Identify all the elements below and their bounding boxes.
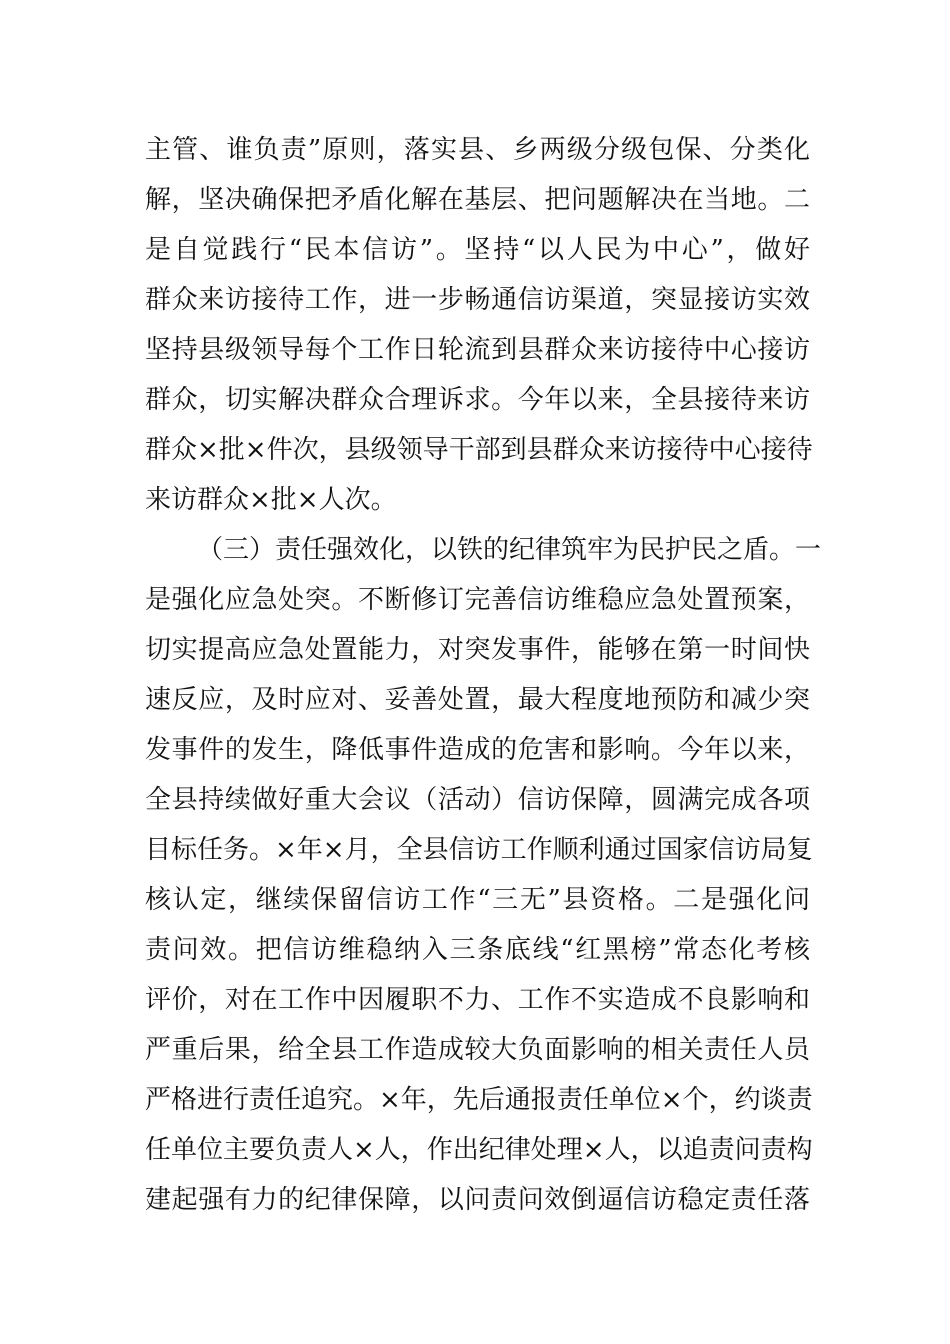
text-line: 主管、谁负责”原则，落实县、乡两级分级包保、分类化	[145, 135, 810, 165]
section-heading-line: （三）责任强效化，以铁的纪律筑牢为民护民之盾。一	[197, 535, 822, 565]
text-line: 发事件的发生，降低事件造成的危害和影响。今年以来，	[145, 735, 810, 765]
text-line: 任单位主要负责人×人，作出纪律处理×人，以追责问责构	[145, 1135, 813, 1165]
text-line: 切实提高应急处置能力，对突发事件，能够在第一时间快	[145, 635, 810, 665]
paragraph-1	[145, 125, 813, 525]
text-line: 是强化应急处突。不断修订完善信访维稳应急处置预案，	[145, 585, 810, 615]
text-line: 严格进行责任追究。×年，先后通报责任单位×个，约谈责	[145, 1085, 813, 1115]
body-text	[145, 125, 822, 1225]
text-line: 群众，切实解决群众合理诉求。今年以来，全县接待来访	[145, 385, 810, 415]
text-line: 全县持续做好重大会议（活动）信访保障，圆满完成各项	[145, 785, 810, 815]
text-line: 群众来访接待工作，进一步畅通信访渠道，突显接访实效	[145, 285, 810, 315]
text-line: 严重后果，给全县工作造成较大负面影响的相关责任人员	[145, 1035, 810, 1065]
text-line: 评价，对在工作中因履职不力、工作不实造成不良影响和	[145, 985, 810, 1015]
text-line: 是自觉践行“民本信访”。坚持“以人民为中心”，做好	[145, 235, 810, 265]
text-line: 坚持县级领导每个工作日轮流到县群众来访接待中心接访	[145, 335, 810, 365]
paragraph-2	[145, 525, 822, 1225]
text-line: 来访群众×批×人次。	[145, 485, 397, 515]
text-line: 目标任务。×年×月，全县信访工作顺利通过国家信访局复	[145, 835, 813, 865]
text-line: 速反应，及时应对、妥善处置，最大程度地预防和减少突	[145, 685, 810, 715]
text-line: 群众×批×件次，县级领导干部到县群众来访接待中心接待	[145, 435, 813, 465]
text-line: 建起强有力的纪律保障，以问责问效倒逼信访稳定责任落	[145, 1185, 810, 1215]
text-line: 核认定，继续保留信访工作“三无”县资格。二是强化问	[145, 885, 810, 915]
text-line: 责问效。把信访维稳纳入三条底线“红黑榜”常态化考核	[145, 935, 810, 965]
text-line: 解，坚决确保把矛盾化解在基层、把问题解决在当地。二	[145, 185, 810, 215]
